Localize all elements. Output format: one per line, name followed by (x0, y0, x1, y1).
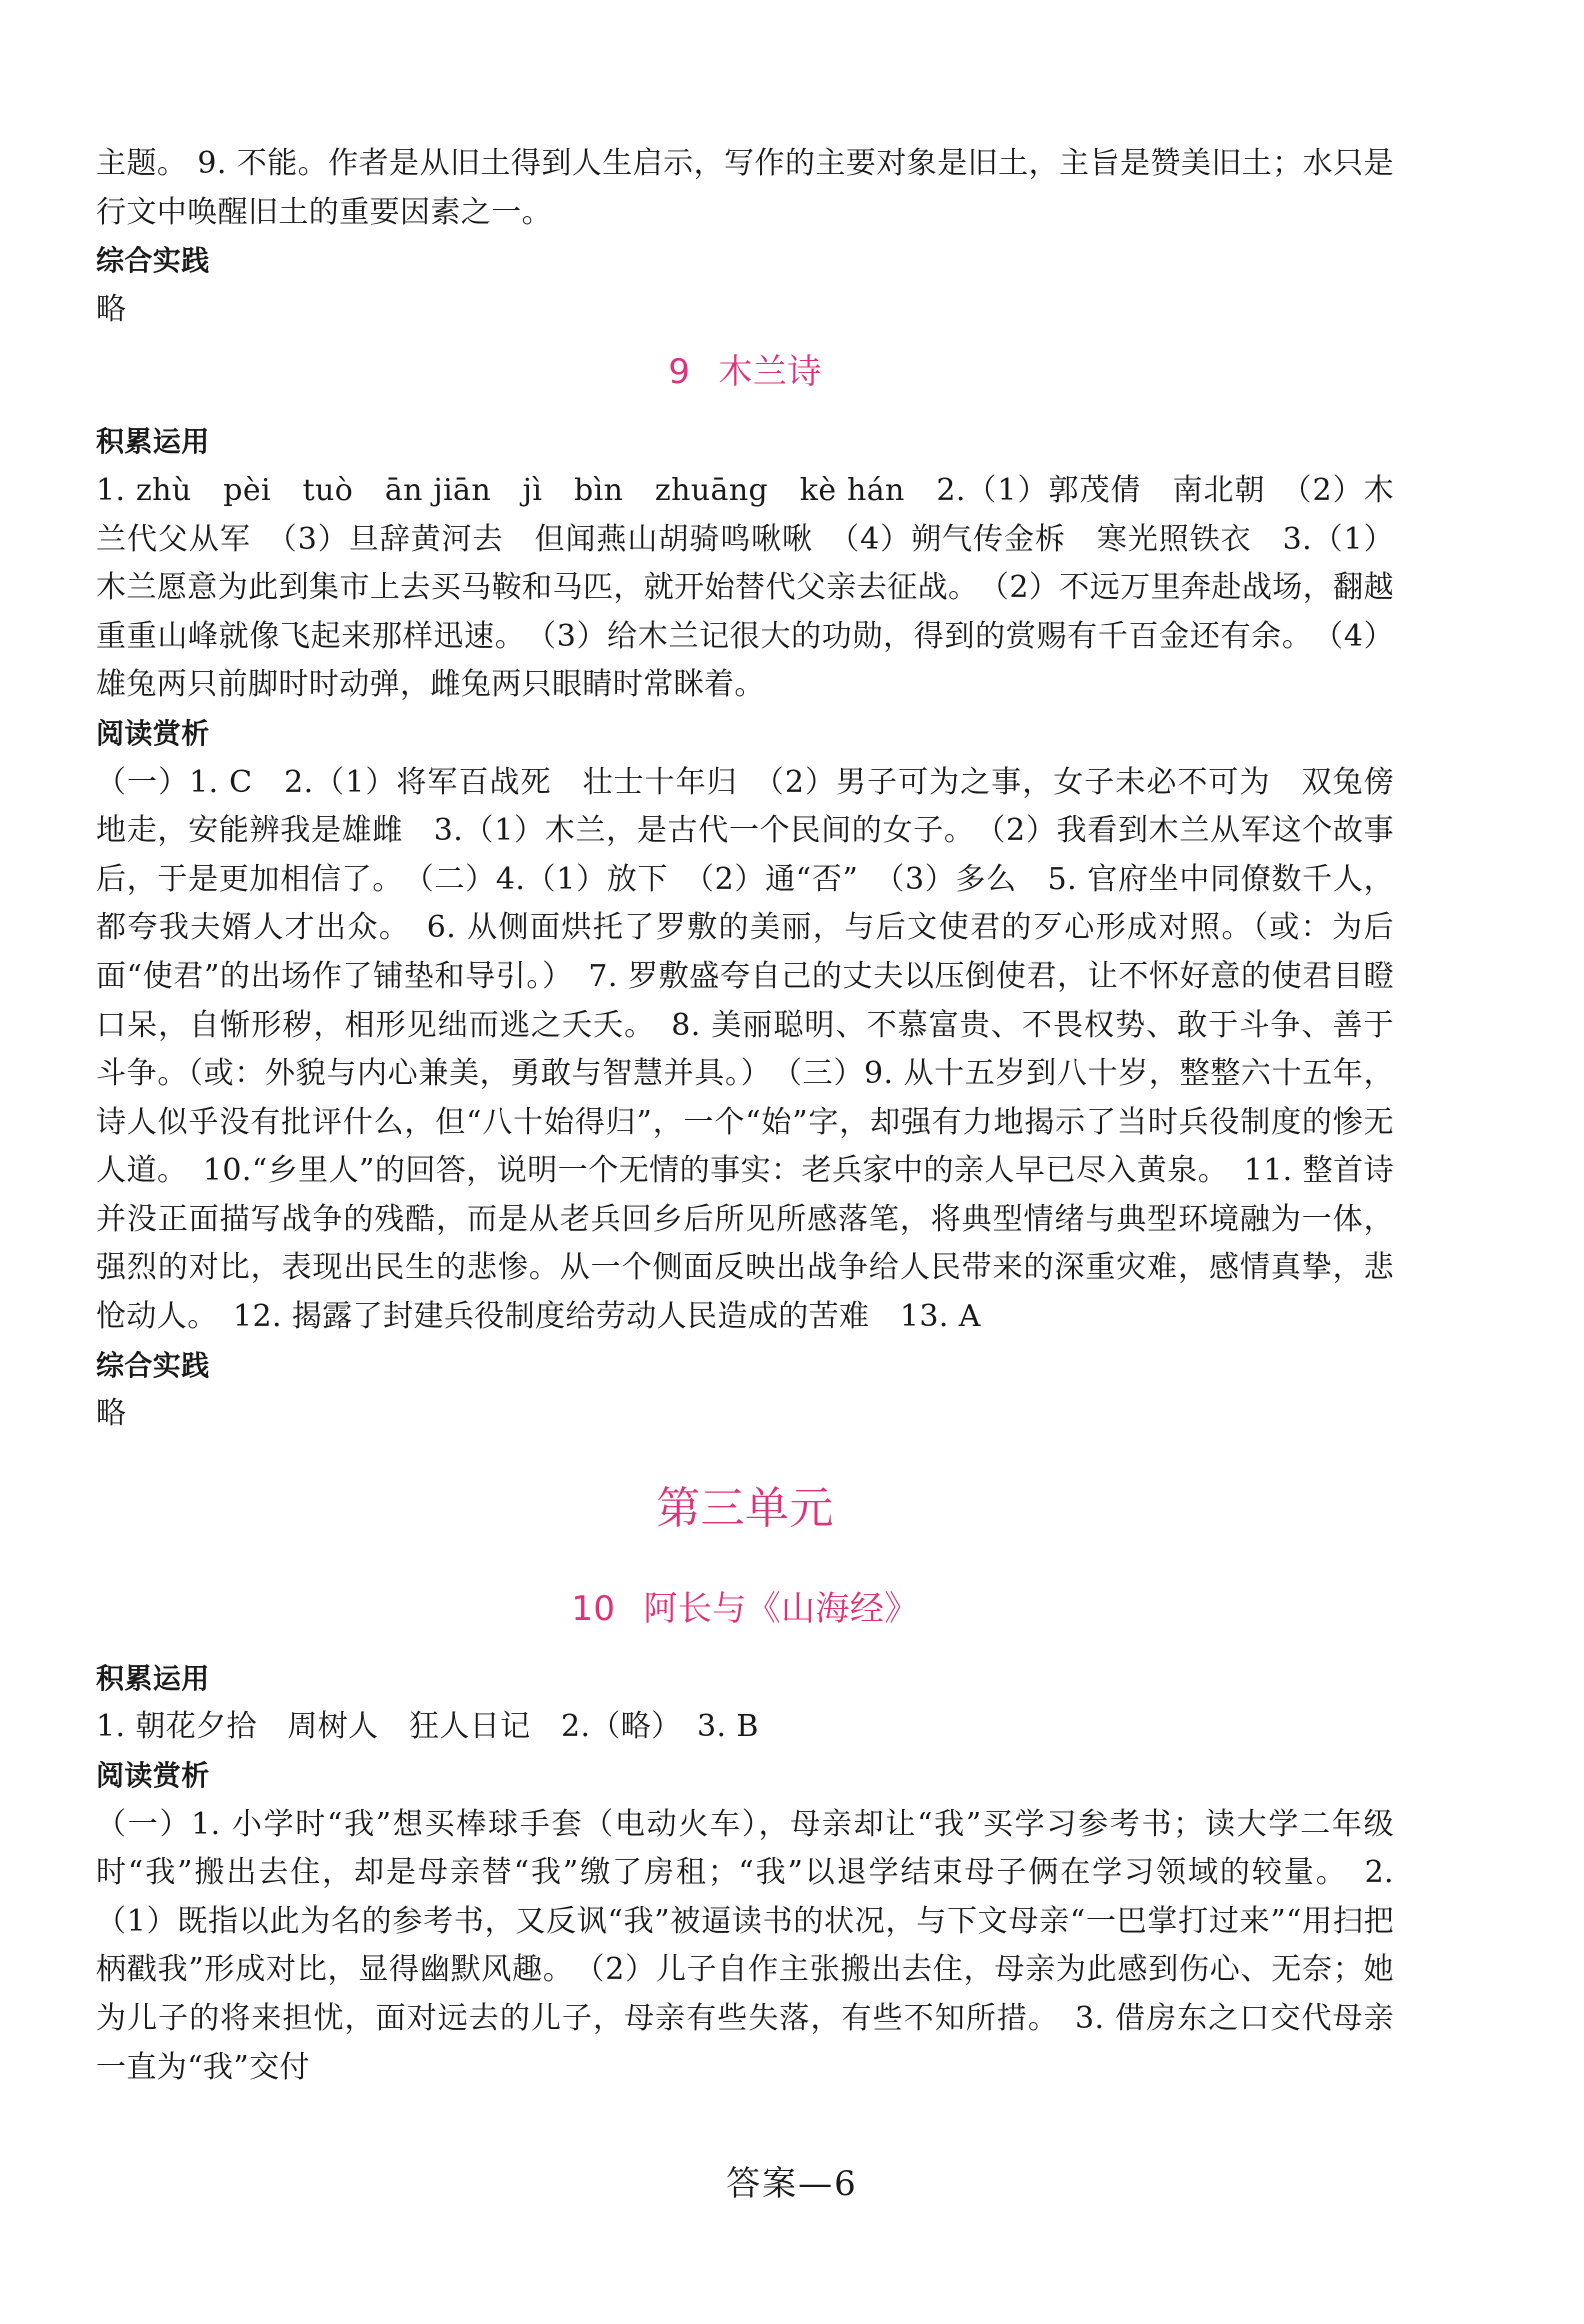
section-heading-reading: 阅读赏析 (96, 716, 210, 750)
lesson-number: 10 (571, 1588, 616, 1629)
paragraph-practice: 略 (96, 291, 127, 327)
paragraph-accumulate: 1. 朝花夕拾 周树人 狂人日记 2.（略） 3. B (96, 1709, 759, 1745)
paragraph-practice: 略 (96, 1396, 127, 1432)
lesson-title-9 (96, 348, 1394, 396)
answer-page (96, 140, 1394, 2092)
section-heading-practice: 综合实践 (96, 244, 210, 278)
paragraph-accumulate: 1. zhù pèi tuò ān jiān jì bìn zhuāng kè hán 2.（1）郭茂倩 南北朝 （2）木兰代父从军 （3）旦辞黄河去 但闻燕山胡骑鸣啾啾 （4）朔气传金柝 寒光照铁衣 3.（1）木兰愿意为此到集市上去买马鞍和马匹，就开始替代父亲去征战。 （2）不远万里奔赴战场，翻越重重山峰就像飞起来那样迅速。 （3）给木兰记很大的功勋，得到的赏赐有千百金还有余。 （4）雄兔两只前脚时时动弹，雌兔两只眼睛时常眯着。 (96, 472, 1394, 703)
paragraph-prev-reading: 主题。 9. 不能。作者是从旧土得到人生启示，写作的主要对象是旧土，主旨是赞美旧土；水只是行文中唤醒旧土的重要因素之一。 (96, 146, 1394, 230)
lesson-number: 9 (668, 352, 691, 393)
section-heading-practice: 综合实践 (96, 1348, 210, 1382)
lesson-name: 木兰诗 (718, 352, 822, 393)
page-number: 答案—6 (726, 2164, 858, 2204)
section-heading-accumulate: 积累运用 (96, 425, 210, 459)
lesson-title-10 (96, 1585, 1394, 1633)
unit-title: 第三单元 (656, 1482, 834, 1534)
paragraph-reading: （一）1. 小学时“我”想买棒球手套（电动火车），母亲却让“我”买学习参考书；读大学二年级时“我”搬出去住，却是母亲替“我”缴了房租；“我”以退学结束母子俩在学习领域的较量。 2.（1）既指以此为名的参考书，又反讽“我”被逼读书的状况，与下文母亲“一巴掌打过来”“用扫把柄戳我”形成对比，显得幽默风趣。 （2）儿子自作主张搬出去住，母亲为此感到伤心、无奈；她为儿子的将来担忧，面对远去的儿子，母亲有些失落，有些不知所措。 3. 借房东之口交代母亲一直为“我”交付 (96, 1806, 1394, 2085)
section-heading-reading: 阅读赏析 (96, 1759, 210, 1793)
section-heading-accumulate: 积累运用 (96, 1661, 210, 1695)
lesson-name: 阿长与《山海经》 (643, 1588, 919, 1629)
paragraph-reading: （一）1. C 2.（1）将军百战死 壮士十年归 （2）男子可为之事，女子未必不可为 双兔傍地走，安能辨我是雄雌 3.（1）木兰，是古代一个民间的女子。 （2）我看到木兰从军这个故事后，于是更加相信了。 （二）4.（1）放下 （2）通“否” （3）多么 5. 官府坐中同僚数千人，都夸我夫婿人才出众。 6. 从侧面烘托了罗敷的美丽，与后文使君的歹心形成对照。（或：为后面“使君”的出场作了铺垫和导引。） 7. 罗敷盛夸自己的丈夫以压倒使君，让不怀好意的使君目瞪口呆，自惭形秽，相形见绌而逃之夭夭。 8. 美丽聪明、不慕富贵、不畏权势、敢于斗争、善于斗争。（或：外貌与内心兼美，勇敢与智慧并具。） （三）9. 从十五岁到八十岁，整整六十五年，诗人似乎没有批评什么，但“八十始得归”，一个“始”字，却强有力地揭示了当时兵役制度的惨无人道。 10.“乡里人”的回答，说明一个无情的事实：老兵家中的亲人早已尽入黄泉。 11. 整首诗并没正面描写战争的残酷，而是从老兵回乡后所见所感落笔，将典型情绪与典型环境融为一体，强烈的对比，表现出民生的悲惨。从一个侧面反映出战争给人民带来的深重灾难，感情真挚，悲怆动人。 12. 揭露了封建兵役制度给劳动人民造成的苦难 13. A (96, 764, 1394, 1335)
